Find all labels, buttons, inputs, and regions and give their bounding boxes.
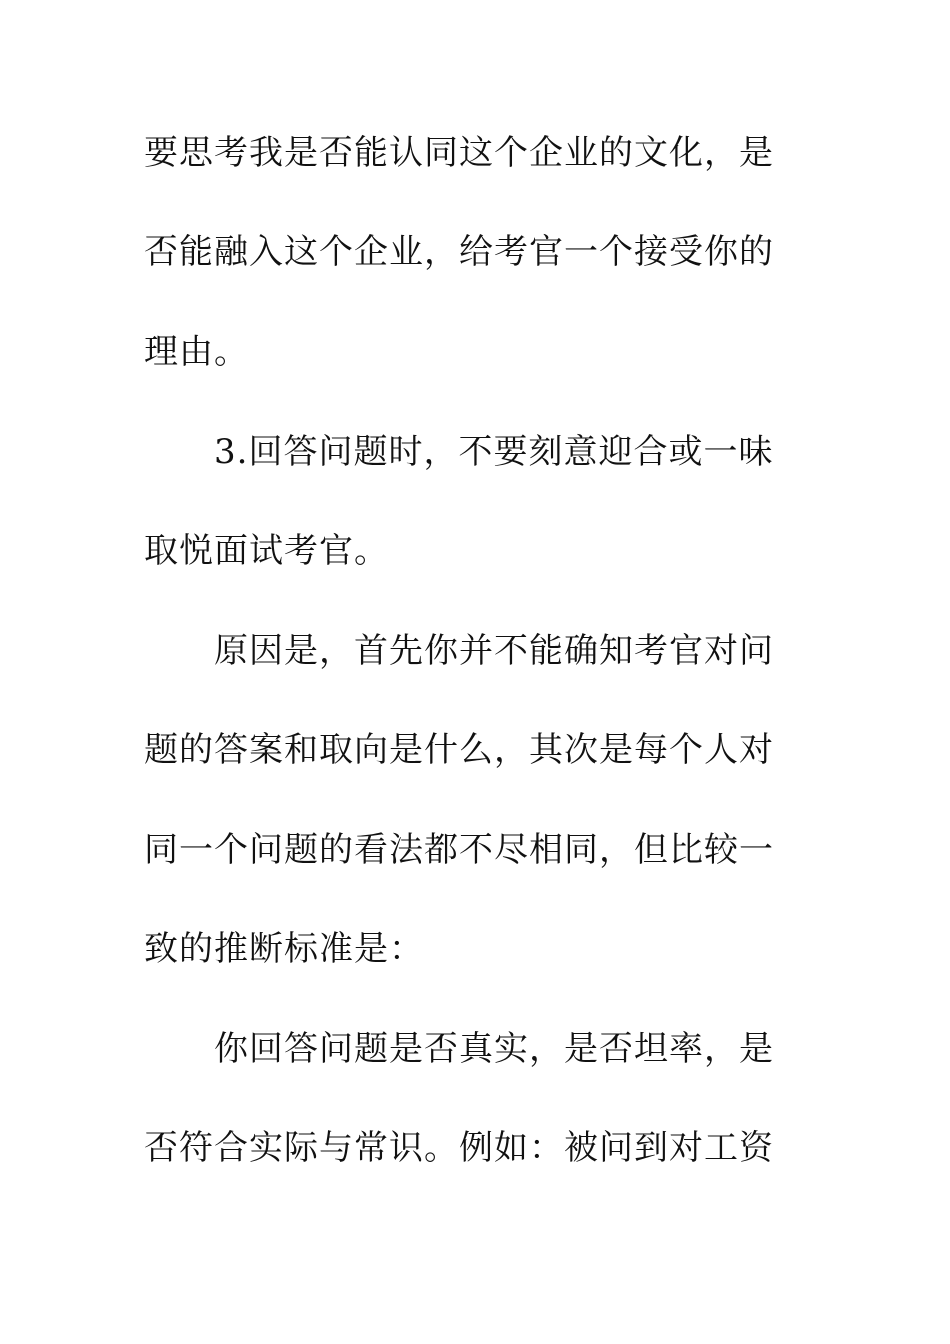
text-line: 否能融入这个企业，给考官一个接受你的 bbox=[144, 232, 774, 272]
paragraph-start-line: 你回答问题是否真实，是否坦率，是 bbox=[214, 1029, 774, 1069]
text-line: 要思考我是否能认同这个企业的文化，是 bbox=[144, 133, 774, 173]
text-line: 取悦面试考官。 bbox=[144, 531, 389, 571]
text-line: 题的答案和取向是什么，其次是每个人对 bbox=[144, 730, 774, 770]
paragraph-start-line: 原因是，首先你并不能确知考官对问 bbox=[214, 631, 774, 671]
text-line: 否符合实际与常识。例如：被问到对工资 bbox=[144, 1128, 774, 1168]
text-line: 致的推断标准是： bbox=[144, 929, 424, 969]
text-line: 同一个问题的看法都不尽相同，但比较一 bbox=[144, 830, 774, 870]
paragraph-start-line: 3.回答问题时，不要刻意迎合或一味 bbox=[214, 432, 774, 472]
text-line: 理由。 bbox=[144, 332, 249, 372]
